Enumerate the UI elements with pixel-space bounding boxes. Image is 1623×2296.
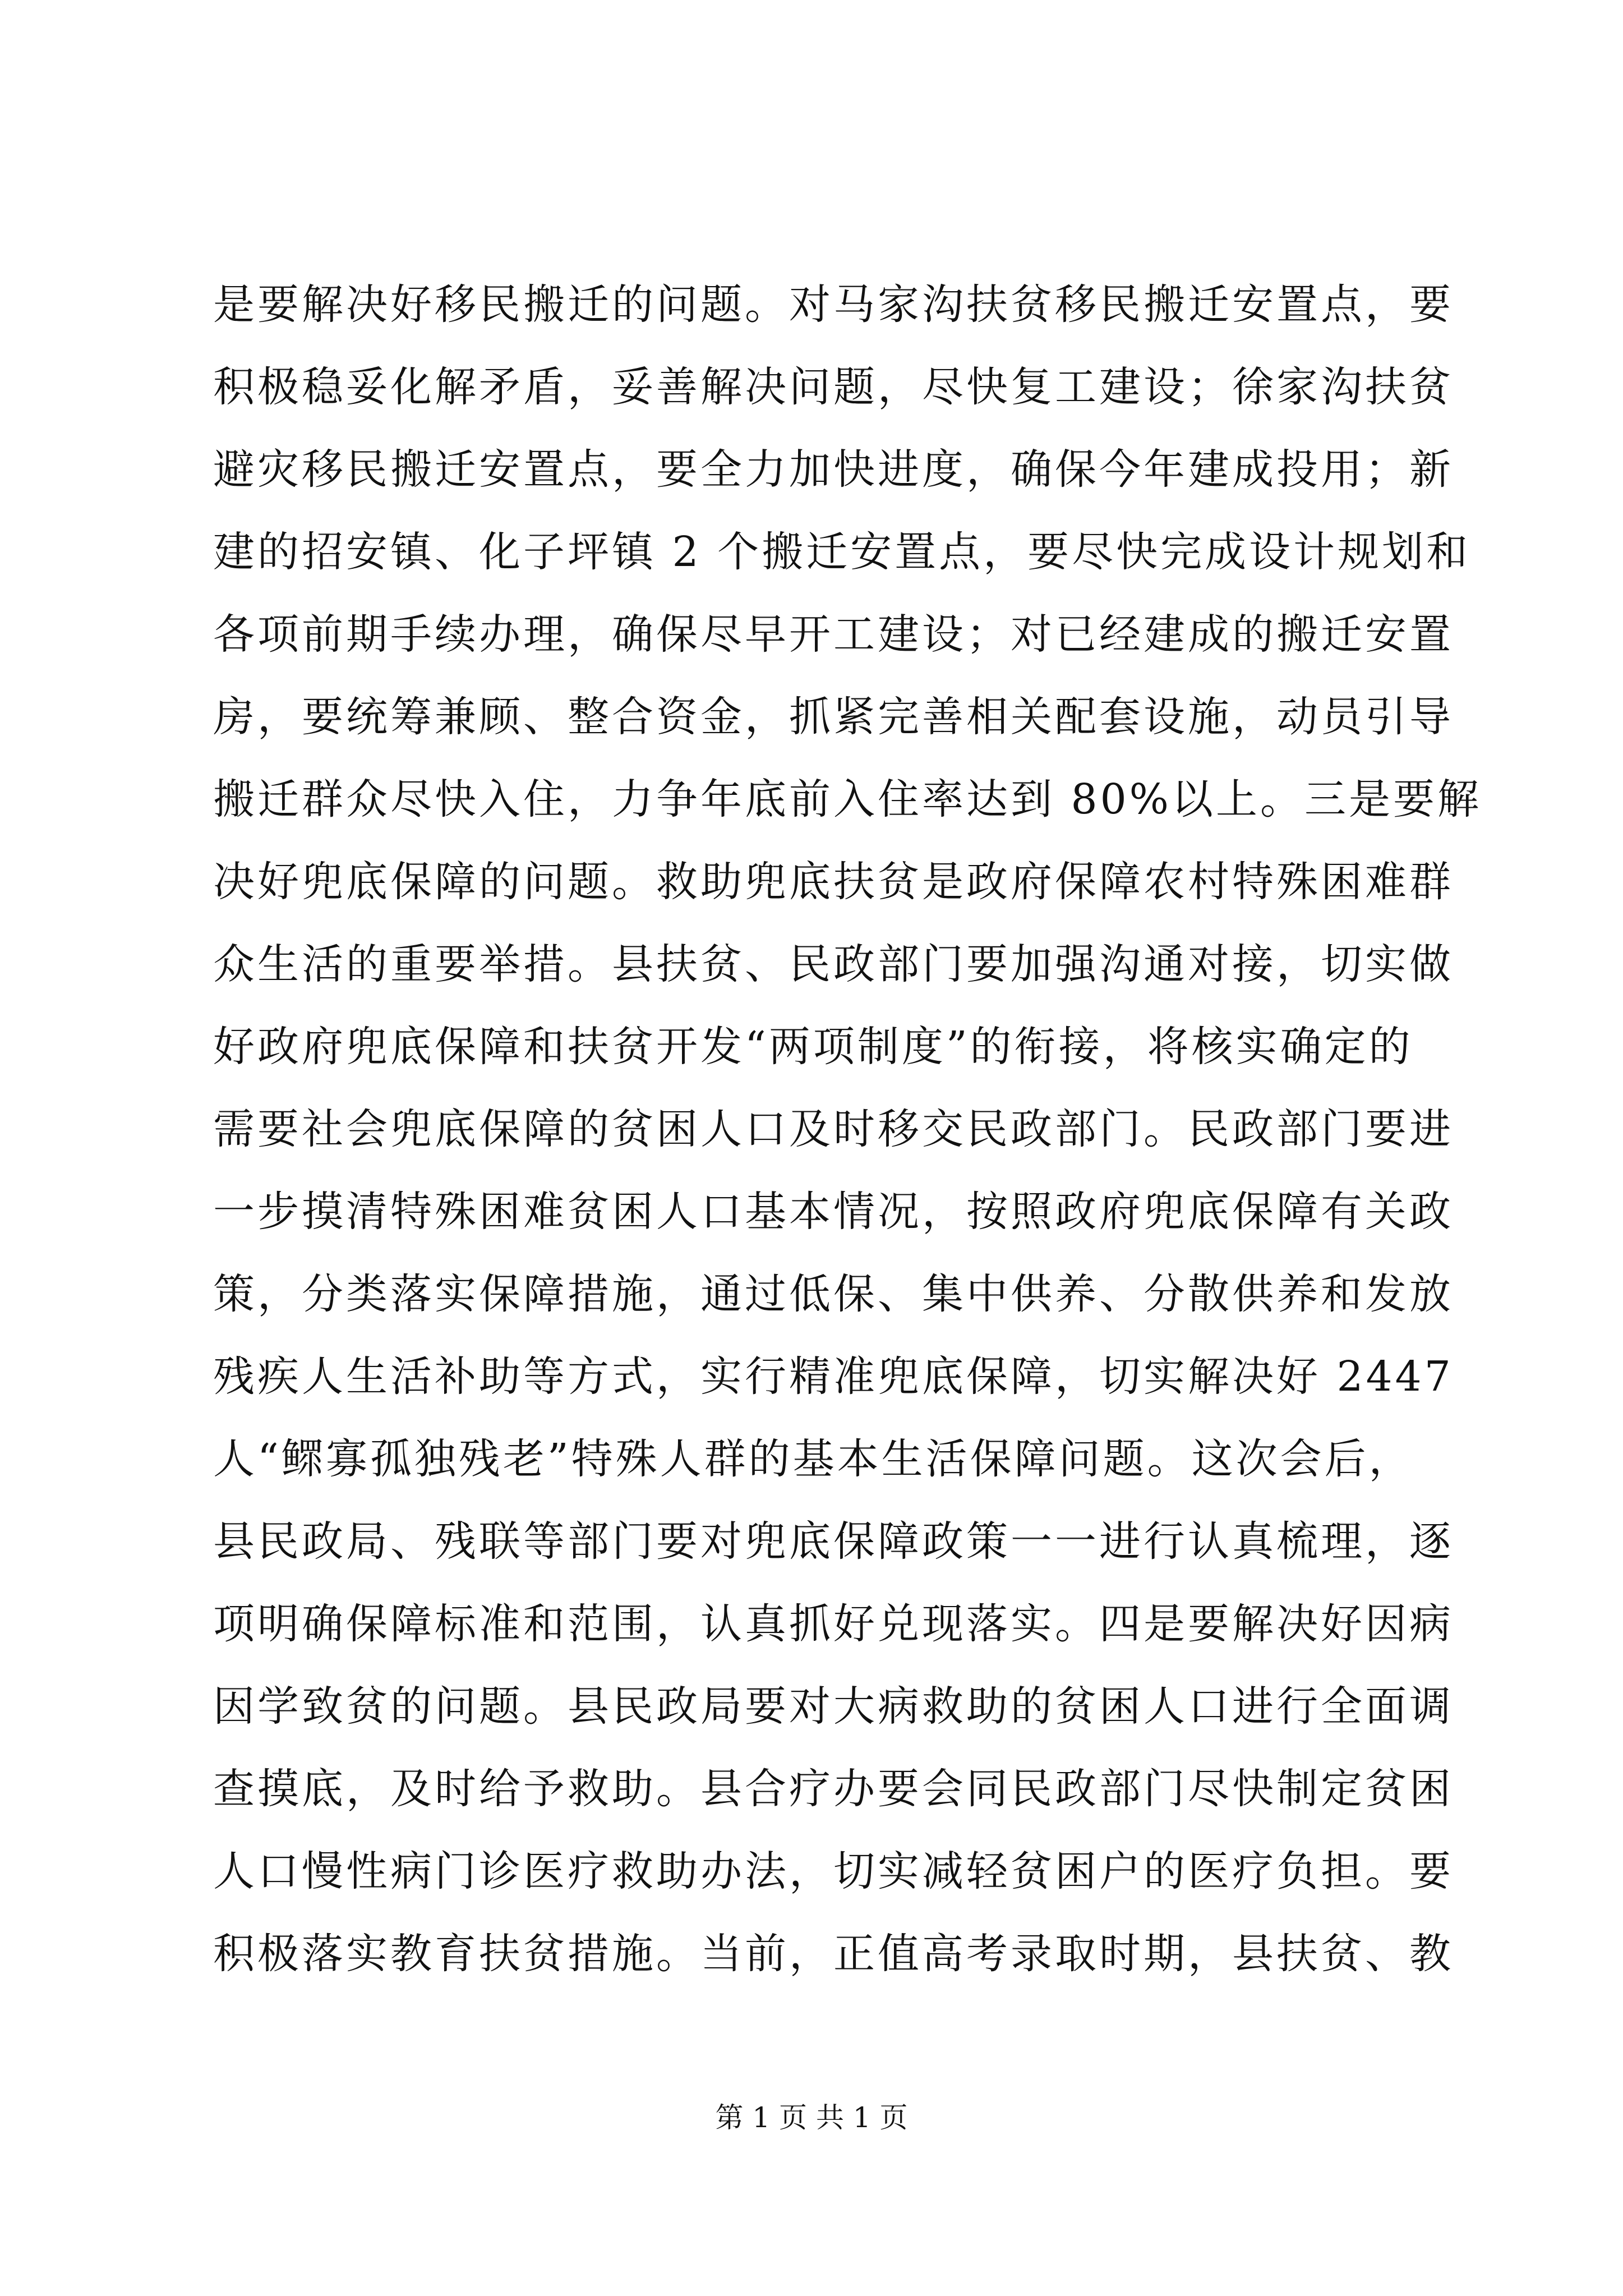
text-line: 搬迁群众尽快入住，力争年底前入住率达到 80%以上。三是要解 xyxy=(213,775,1482,823)
text-line: 因学致贫的问题。县民政局要对大病救助的贫困人口进行全面调 xyxy=(213,1682,1454,1731)
text-line: 需要社会兜底保障的贫困人口及时移交民政部门。民政部门要进 xyxy=(213,1105,1454,1153)
text-line: 积极落实教育扶贫措施。当前，正值高考录取时期，县扶贫、教 xyxy=(213,1930,1454,1978)
text-line: 残疾人生活补助等方式，实行精准兜底保障，切实解决好 2447 xyxy=(213,1352,1454,1401)
text-line: 积极稳妥化解矛盾，妥善解决问题，尽快复工建设；徐家沟扶贫 xyxy=(213,363,1454,411)
text-line: 众生活的重要举措。县扶贫、民政部门要加强沟通对接，切实做 xyxy=(213,940,1454,988)
page-footer xyxy=(0,2098,1623,2137)
text-line: 县民政局、残联等部门要对兜底保障政策一一进行认真梳理，逐 xyxy=(213,1517,1454,1566)
document-body xyxy=(213,264,1482,1995)
text-line: 查摸底，及时给予救助。县合疗办要会同民政部门尽快制定贫困 xyxy=(213,1765,1454,1813)
page-number: 第 1 页 共 1 页 xyxy=(715,2101,908,2134)
text-line: 建的招安镇、化子坪镇 2 个搬迁安置点，要尽快完成设计规划和 xyxy=(213,528,1471,576)
text-line: 一步摸清特殊困难贫困人口基本情况，按照政府兜底保障有关政 xyxy=(213,1188,1454,1236)
text-line: 人口慢性病门诊医疗救助办法，切实减轻贫困户的医疗负担。要 xyxy=(213,1847,1454,1895)
text-line: 避灾移民搬迁安置点，要全力加快进度，确保今年建成投用；新 xyxy=(213,445,1454,494)
text-line: 人“鳏寡孤独残老”特殊人群的基本生活保障问题。这次会后， xyxy=(213,1435,1413,1483)
text-line: 项明确保障标准和范围，认真抓好兑现落实。四是要解决好因病 xyxy=(213,1600,1454,1648)
text-line: 好政府兜底保障和扶贫开发“两项制度”的衔接，将核实确定的 xyxy=(213,1023,1413,1071)
text-line: 是要解决好移民搬迁的问题。对马家沟扶贫移民搬迁安置点，要 xyxy=(213,280,1454,329)
text-line: 房，要统筹兼顾、整合资金，抓紧完善相关配套设施，动员引导 xyxy=(213,693,1454,741)
text-line: 策，分类落实保障措施，通过低保、集中供养、分散供养和发放 xyxy=(213,1270,1454,1318)
text-line: 各项前期手续办理，确保尽早开工建设；对已经建成的搬迁安置 xyxy=(213,610,1454,659)
text-line: 决好兜底保障的问题。救助兜底扶贫是政府保障农村特殊困难群 xyxy=(213,858,1454,906)
